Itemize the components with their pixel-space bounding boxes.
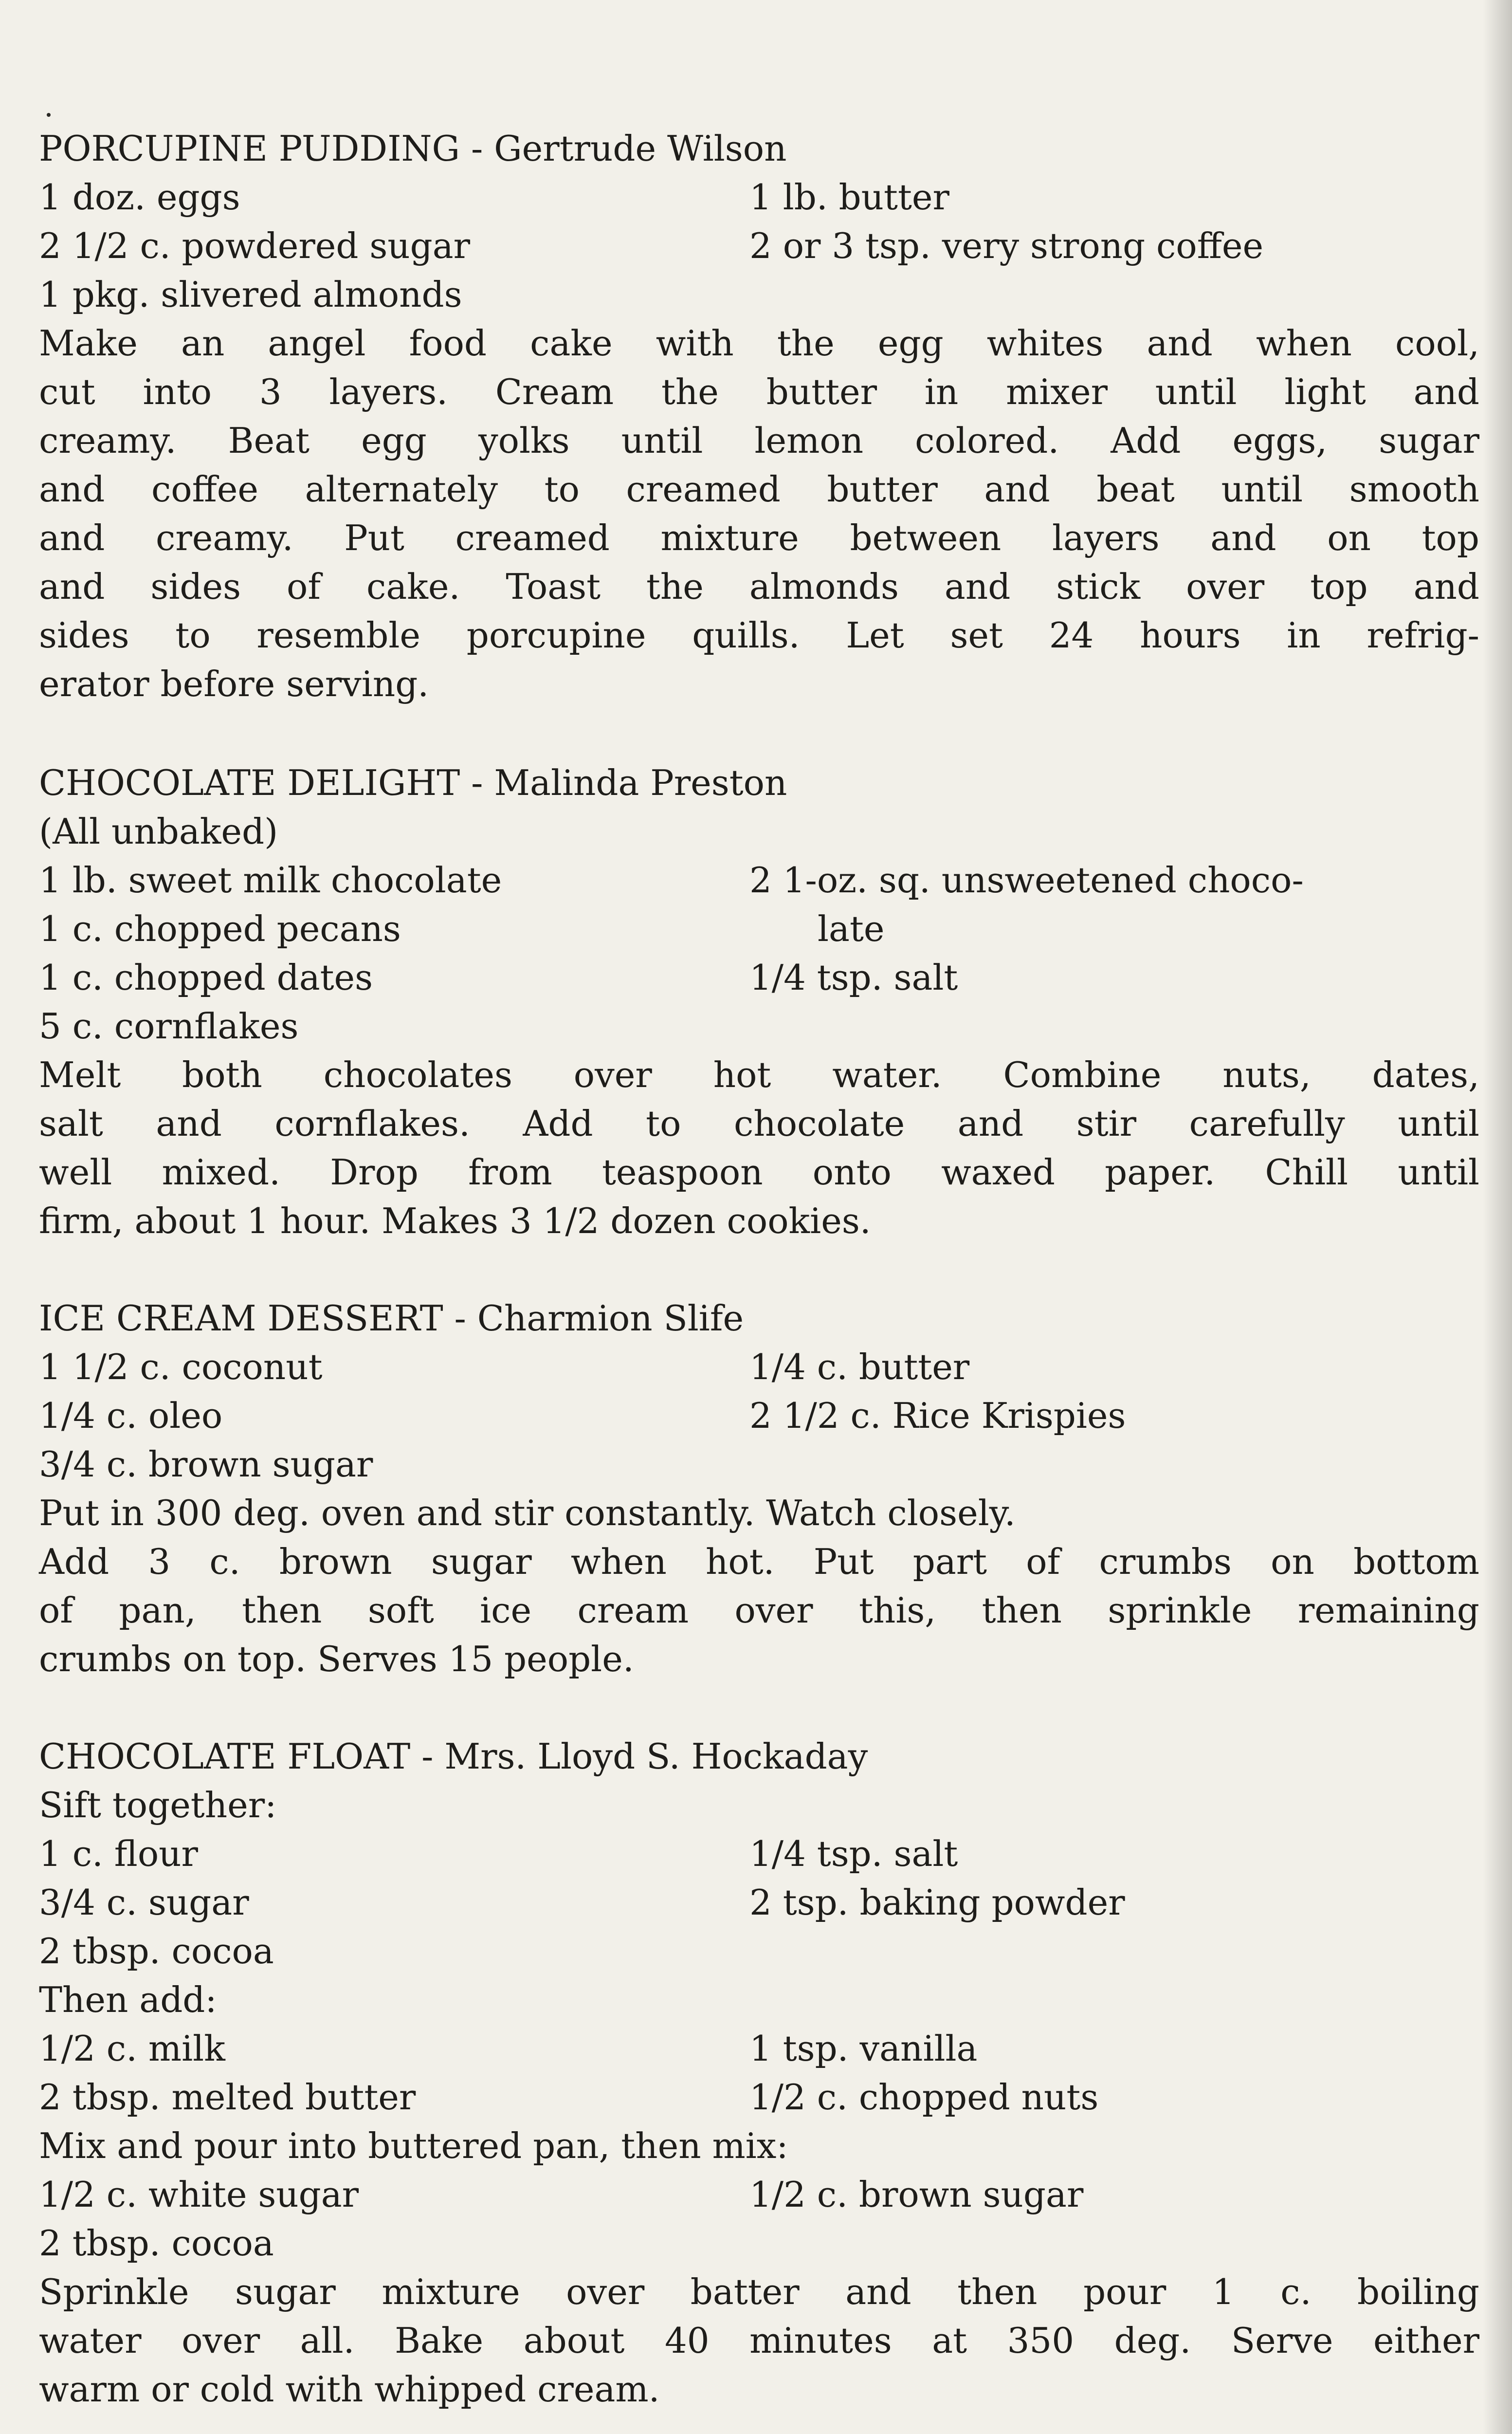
ingredient: 1/4 c. butter — [749, 1346, 970, 1387]
ingredient: 2 1-oz. sq. unsweetened choco- — [749, 860, 1304, 901]
ingredient: 5 c. cornflakes — [39, 1006, 299, 1047]
direction-line: Sprinkle sugar mixture over batter and then pour 1 c. boiling — [39, 2271, 1479, 2312]
direction-line: water over all. Bake about 40 minutes at 350 deg. Serve either — [39, 2320, 1479, 2361]
ingredient-row — [39, 1343, 970, 1391]
direction-line: cut into 3 layers. Cream the butter in mixer until light and — [39, 371, 1479, 412]
ingredient: 3/4 c. brown sugar — [39, 1444, 373, 1485]
ingredient-row — [39, 1002, 298, 1051]
recipe-step: Mix and pour into buttered pan, then mix: — [39, 2125, 788, 2166]
recipe-title: CHOCOLATE FLOAT - Mrs. Lloyd S. Hockaday — [39, 1736, 868, 1777]
direction-line: and creamy. Put creamed mixture between layers and on top — [39, 517, 1479, 558]
ingredient: 1 pkg. slivered almonds — [39, 274, 462, 315]
ingredient-row — [39, 2219, 274, 2268]
ingredient-row — [39, 173, 949, 221]
ingredient: 1/4 tsp. salt — [749, 1833, 958, 1874]
direction-line: Melt both chocolates over hot water. Combine nuts, dates, — [39, 1054, 1479, 1095]
direction-line: crumbs on top. Serves 15 people. — [39, 1639, 634, 1679]
ingredient-row — [39, 221, 1264, 270]
ingredient-row — [39, 1829, 958, 1878]
direction-line: and coffee alternately to creamed butter and beat until smooth — [39, 469, 1479, 510]
ingredient: 1/4 tsp. salt — [749, 957, 958, 998]
ingredient-row — [39, 1391, 1126, 1440]
ingredient: 1/2 c. white sugar — [39, 2174, 359, 2215]
recipe-title: CHOCOLATE DELIGHT - Malinda Preston — [39, 762, 787, 803]
ingredient: 3/4 c. sugar — [39, 1882, 249, 1923]
ingredient: 2 1/2 c. Rice Krispies — [749, 1395, 1126, 1436]
direction-line: and sides of cake. Toast the almonds and stick over top and — [39, 566, 1479, 607]
direction-line: Put in 300 deg. oven and stir constantly. Watch closely. — [39, 1493, 1016, 1533]
ingredient: 2 tbsp. cocoa — [39, 2223, 274, 2264]
ingredient-row — [39, 953, 958, 1002]
ingredient-row — [39, 1440, 373, 1489]
ingredient-row — [39, 2170, 1084, 2219]
recipe-subtitle: (All unbaked) — [39, 811, 278, 852]
ingredient: 1 lb. sweet milk chocolate — [39, 860, 502, 901]
direction-line: firm, about 1 hour. Makes 3 1/2 dozen cookies. — [39, 1200, 871, 1241]
ingredient: 1/2 c. chopped nuts — [749, 2077, 1099, 2118]
direction-line: erator before serving. — [39, 664, 429, 704]
ingredient-row — [39, 270, 462, 319]
ingredient: 1 c. chopped dates — [39, 957, 373, 998]
ingredient: 2 tbsp. melted butter — [39, 2077, 416, 2118]
direction-line: of pan, then soft ice cream over this, then sprinkle remaining — [39, 1590, 1479, 1631]
ingredient: 1 1/2 c. coconut — [39, 1346, 323, 1387]
ingredient-row — [39, 904, 885, 953]
direction-line: creamy. Beat egg yolks until lemon colored. Add eggs, sugar — [39, 420, 1479, 461]
direction-line: Add 3 c. brown sugar when hot. Put part of crumbs on bottom — [39, 1541, 1479, 1582]
ingredient: 2 1/2 c. powdered sugar — [39, 225, 471, 266]
ingredient: 1 c. flour — [39, 1833, 198, 1874]
ingredient-row — [39, 856, 1304, 904]
ingredient: 2 tsp. baking powder — [749, 1882, 1125, 1923]
recipe-title: PORCUPINE PUDDING - Gertrude Wilson — [39, 128, 787, 169]
recipe-step: Then add: — [39, 1979, 217, 2020]
ingredient: 1 tsp. vanilla — [749, 2028, 978, 2069]
ingredient: late — [818, 908, 885, 949]
direction-line: well mixed. Drop from teaspoon onto waxed paper. Chill until — [39, 1152, 1479, 1193]
direction-line: salt and cornflakes. Add to chocolate and stir carefully until — [39, 1103, 1479, 1144]
ingredient: 1/2 c. milk — [39, 2028, 225, 2069]
ingredient: 1 doz. eggs — [39, 177, 240, 218]
ingredient: 1/2 c. brown sugar — [749, 2174, 1084, 2215]
ingredient: 1 lb. butter — [749, 177, 949, 218]
ingredient: 2 tbsp. cocoa — [39, 1931, 274, 1972]
recipe-title: ICE CREAM DESSERT - Charmion Slife — [39, 1298, 744, 1339]
ingredient-row — [39, 2024, 978, 2073]
direction-line: Make an angel food cake with the egg whites and when cool, — [39, 323, 1479, 364]
ink-speck — [47, 113, 51, 117]
direction-line: sides to resemble porcupine quills. Let set 24 hours in refrig- — [39, 615, 1479, 656]
ingredient-row — [39, 2073, 1099, 2121]
recipe-step: Sift together: — [39, 1785, 277, 1826]
ingredient-row — [39, 1927, 274, 1975]
page-edge-shadow — [1483, 0, 1512, 2434]
direction-line: warm or cold with whipped cream. — [39, 2369, 660, 2410]
ingredient-row — [39, 1878, 1125, 1927]
ingredient: 2 or 3 tsp. very strong coffee — [749, 225, 1264, 266]
ingredient: 1 c. chopped pecans — [39, 908, 401, 949]
ingredient: 1/4 c. oleo — [39, 1395, 223, 1436]
